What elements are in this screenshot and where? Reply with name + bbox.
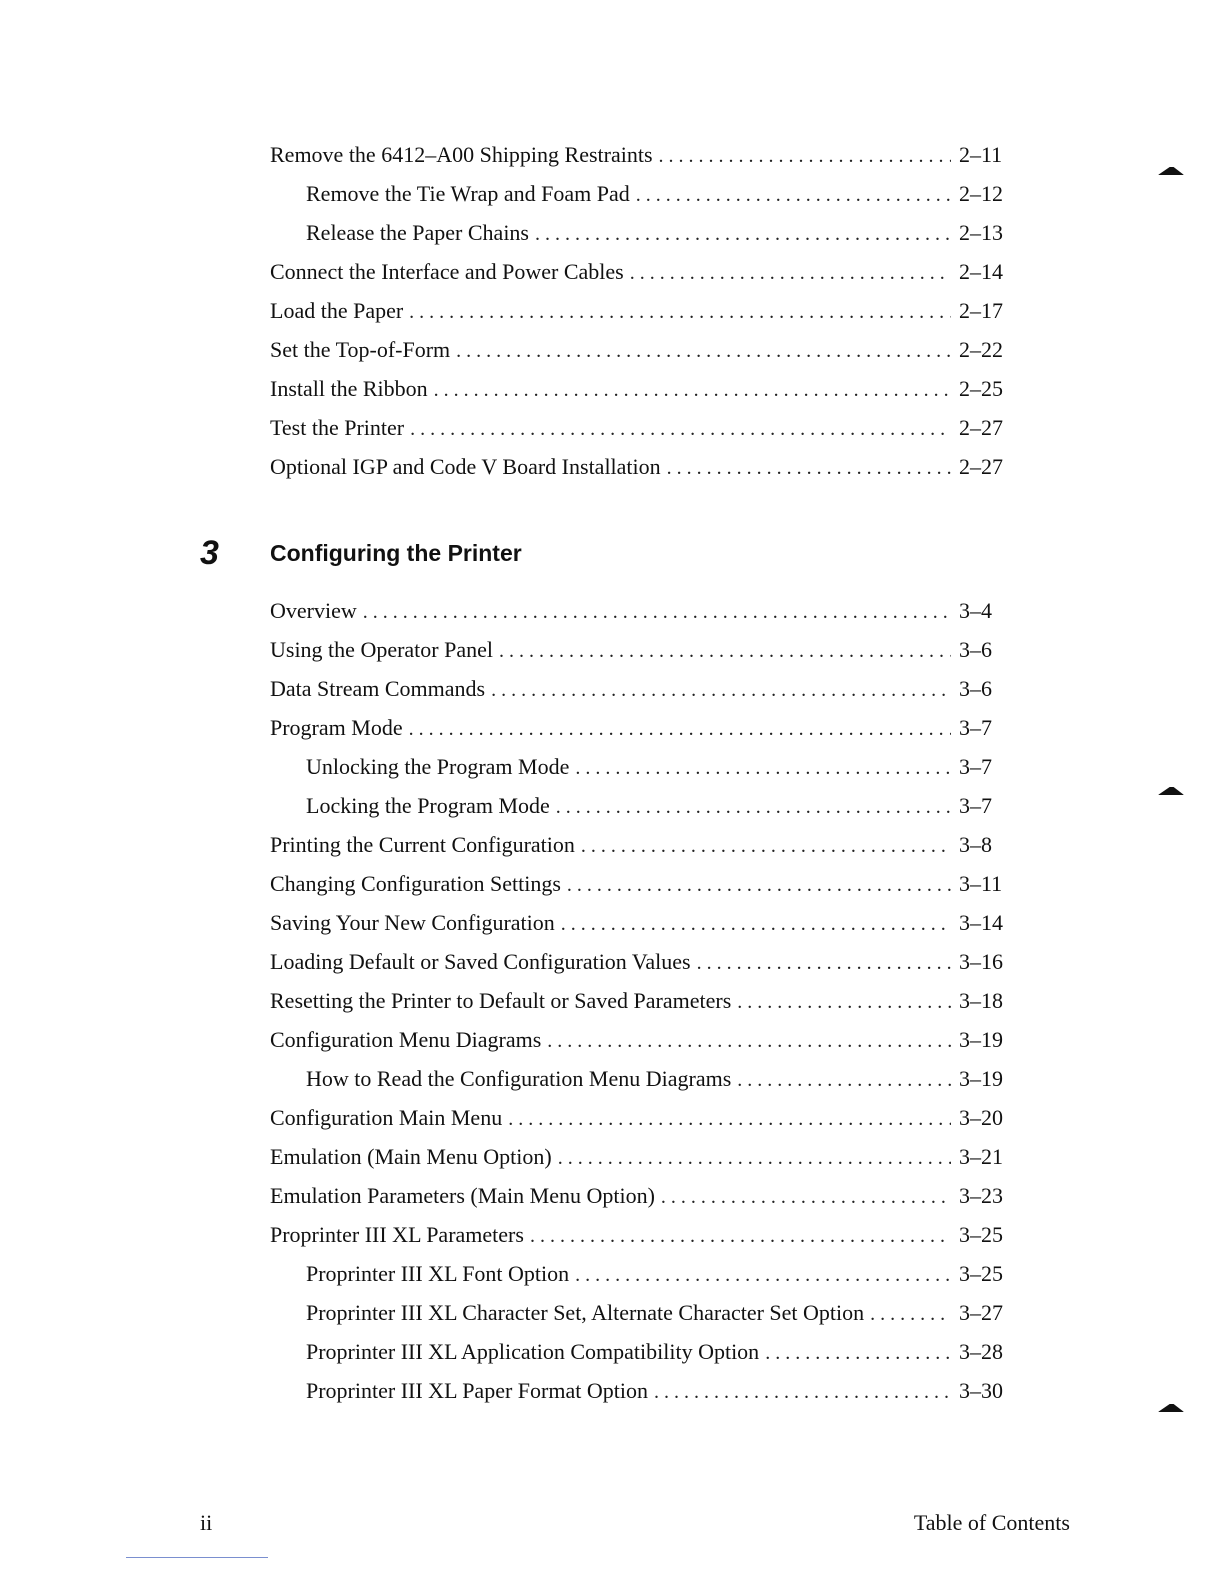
footer-section-title: Table of Contents — [913, 1510, 1070, 1535]
toc-leader-dots — [737, 1061, 951, 1100]
toc-entry-page: 3–18 — [959, 988, 1003, 1013]
binder-hole-mark-middle — [1158, 787, 1184, 795]
toc-entry-title: Program Mode — [270, 715, 403, 740]
toc-entry[interactable] — [270, 1137, 1015, 1176]
toc-entry-page: 2–13 — [959, 220, 1003, 245]
toc-entry-page: 3–27 — [959, 1300, 1003, 1325]
toc-entry-page: 2–14 — [959, 259, 1003, 284]
toc-entry[interactable] — [270, 408, 1015, 447]
toc-leader-dots — [556, 788, 951, 827]
toc-entry-page: 3–21 — [959, 1144, 1003, 1169]
toc-entry-title: Remove the 6412–A00 Shipping Restraints — [270, 142, 653, 167]
chapter-number: 3 — [200, 533, 219, 572]
binder-hole-mark-bottom — [1158, 1404, 1184, 1412]
toc-entry[interactable] — [270, 1215, 1015, 1254]
toc-entry-title: Configuration Main Menu — [270, 1105, 503, 1130]
toc-leader-dots — [765, 1334, 951, 1373]
toc-entry[interactable] — [270, 1059, 1015, 1098]
toc-leader-dots — [558, 1139, 951, 1178]
toc-leader-dots — [561, 905, 951, 944]
toc-entry-title: Overview — [270, 598, 357, 623]
toc-leader-dots — [661, 1178, 951, 1217]
toc-entry-title: Configuration Menu Diagrams — [270, 1027, 542, 1052]
toc-entry-page: 2–25 — [959, 376, 1003, 401]
toc-entry[interactable] — [270, 252, 1015, 291]
toc-leader-dots — [508, 1100, 951, 1139]
toc-entry[interactable] — [270, 630, 1015, 669]
toc-entry[interactable] — [270, 747, 1015, 786]
toc-entry-page: 3–11 — [959, 871, 1003, 896]
toc-entry-page: 3–20 — [959, 1105, 1003, 1130]
toc-entry-title: Changing Configuration Settings — [270, 871, 561, 896]
toc-entry-title: Test the Printer — [270, 415, 405, 440]
toc-entry[interactable] — [270, 1098, 1015, 1137]
toc-entry[interactable] — [270, 1332, 1015, 1371]
toc-entry[interactable] — [270, 213, 1015, 252]
toc-entry-page: 3–6 — [959, 676, 992, 701]
toc-entry-page: 2–22 — [959, 337, 1003, 362]
toc-entry-page: 3–7 — [959, 793, 992, 818]
toc-entry-title: Using the Operator Panel — [270, 637, 493, 662]
toc-entry-title: Connect the Interface and Power Cables — [270, 259, 624, 284]
toc-entry[interactable] — [270, 981, 1015, 1020]
toc-leader-dots — [547, 1022, 951, 1061]
toc-leader-dots — [567, 866, 951, 905]
toc-entry-page: 3–25 — [959, 1222, 1003, 1247]
toc-entry-page: 2–12 — [959, 181, 1003, 206]
toc-entry-page: 2–11 — [959, 142, 1003, 167]
toc-leader-dots — [737, 983, 951, 1022]
toc-entry-page: 3–19 — [959, 1027, 1003, 1052]
toc-leader-dots — [654, 1373, 951, 1412]
binder-hole-mark-top — [1158, 167, 1184, 175]
toc-entry-page: 3–25 — [959, 1261, 1003, 1286]
toc-entry-page: 3–30 — [959, 1378, 1003, 1403]
toc-entry-title: Release the Paper Chains — [306, 220, 529, 245]
toc-leader-dots — [491, 671, 951, 710]
toc-entry[interactable] — [270, 669, 1015, 708]
toc-entry-title: Loading Default or Saved Configuration Values — [270, 949, 691, 974]
toc-entry-title: Load the Paper — [270, 298, 404, 323]
toc-entry[interactable] — [270, 1371, 1015, 1410]
toc-entry[interactable] — [270, 135, 1015, 174]
toc-entry-title: Emulation Parameters (Main Menu Option) — [270, 1183, 655, 1208]
toc-leader-dots — [535, 215, 951, 254]
toc-entry-page: 3–14 — [959, 910, 1003, 935]
toc-entry-title: How to Read the Configuration Menu Diagrams — [306, 1066, 732, 1091]
toc-entry-page: 3–23 — [959, 1183, 1003, 1208]
toc-entry-title: Set the Top-of-Form — [270, 337, 451, 362]
toc-entry-title: Proprinter III XL Paper Format Option — [306, 1378, 648, 1403]
toc-leader-dots — [630, 254, 951, 293]
toc-entry[interactable] — [270, 1293, 1015, 1332]
toc-entry[interactable] — [270, 825, 1015, 864]
footer-page-number: ii — [200, 1510, 213, 1535]
toc-entry-page: 2–27 — [959, 454, 1003, 479]
toc-entry-page: 3–4 — [959, 598, 992, 623]
toc-entry[interactable] — [270, 369, 1015, 408]
toc-leader-dots — [667, 449, 951, 488]
toc-entry[interactable] — [270, 786, 1015, 825]
toc-entry-page: 2–27 — [959, 415, 1003, 440]
toc-entry-title: Optional IGP and Code V Board Installation — [270, 454, 661, 479]
toc-entry[interactable] — [270, 1176, 1015, 1215]
toc-entry[interactable] — [270, 174, 1015, 213]
toc-leader-dots — [363, 593, 951, 632]
toc-entry[interactable] — [270, 447, 1015, 486]
toc-entry-title: Saving Your New Configuration — [270, 910, 555, 935]
toc-entry[interactable] — [270, 708, 1015, 747]
toc-leader-dots — [870, 1295, 951, 1334]
toc-leader-dots — [636, 176, 951, 215]
toc-entry-page: 3–16 — [959, 949, 1003, 974]
toc-entry-page: 3–6 — [959, 637, 992, 662]
toc-leader-dots — [575, 749, 951, 788]
toc-section-chapter-2 — [270, 135, 1015, 486]
toc-entry[interactable] — [270, 291, 1015, 330]
toc-entry-page: 3–28 — [959, 1339, 1003, 1364]
toc-entry-title: Data Stream Commands — [270, 676, 486, 701]
toc-leader-dots — [659, 137, 951, 176]
toc-entry-title: Locking the Program Mode — [306, 793, 550, 818]
toc-entry-page: 3–7 — [959, 754, 992, 779]
toc-leader-dots — [530, 1217, 951, 1256]
toc-entry[interactable] — [270, 330, 1015, 369]
toc-leader-dots — [434, 371, 951, 410]
chapter-title: Configuring the Printer — [270, 539, 522, 566]
toc-entry[interactable] — [270, 942, 1015, 981]
toc-entry-page: 3–7 — [959, 715, 992, 740]
toc-entry-title: Proprinter III XL Character Set, Alternate Character Set Option — [306, 1300, 865, 1325]
toc-entry[interactable] — [270, 903, 1015, 942]
toc-entry-title: Proprinter III XL Font Option — [306, 1261, 570, 1286]
toc-entry-title: Resetting the Printer to Default or Saved Parameters — [270, 988, 732, 1013]
toc-entry[interactable] — [270, 1020, 1015, 1059]
toc-entry[interactable] — [270, 1254, 1015, 1293]
toc-leader-dots — [581, 827, 951, 866]
toc-entry-title: Proprinter III XL Parameters — [270, 1222, 524, 1247]
toc-entry-page: 2–17 — [959, 298, 1003, 323]
chapter-heading — [200, 528, 1000, 578]
footer-rule — [126, 1557, 268, 1558]
toc-leader-dots — [456, 332, 951, 371]
toc-entry-title: Remove the Tie Wrap and Foam Pad — [306, 181, 630, 206]
toc-entry-title: Proprinter III XL Application Compatibility Option — [306, 1339, 760, 1364]
toc-entry-title: Printing the Current Configuration — [270, 832, 575, 857]
toc-leader-dots — [409, 293, 951, 332]
toc-entry-title: Unlocking the Program Mode — [306, 754, 570, 779]
toc-leader-dots — [697, 944, 951, 983]
toc-leader-dots — [575, 1256, 951, 1295]
toc-entry[interactable] — [270, 591, 1015, 630]
toc-entry-title: Emulation (Main Menu Option) — [270, 1144, 552, 1169]
toc-entry-page: 3–8 — [959, 832, 992, 857]
toc-leader-dots — [499, 632, 951, 671]
toc-entry-page: 3–19 — [959, 1066, 1003, 1091]
toc-entry-title: Install the Ribbon — [270, 376, 428, 401]
toc-entry[interactable] — [270, 864, 1015, 903]
toc-section-chapter-3 — [270, 591, 1015, 1410]
toc-leader-dots — [410, 410, 951, 449]
toc-leader-dots — [409, 710, 951, 749]
